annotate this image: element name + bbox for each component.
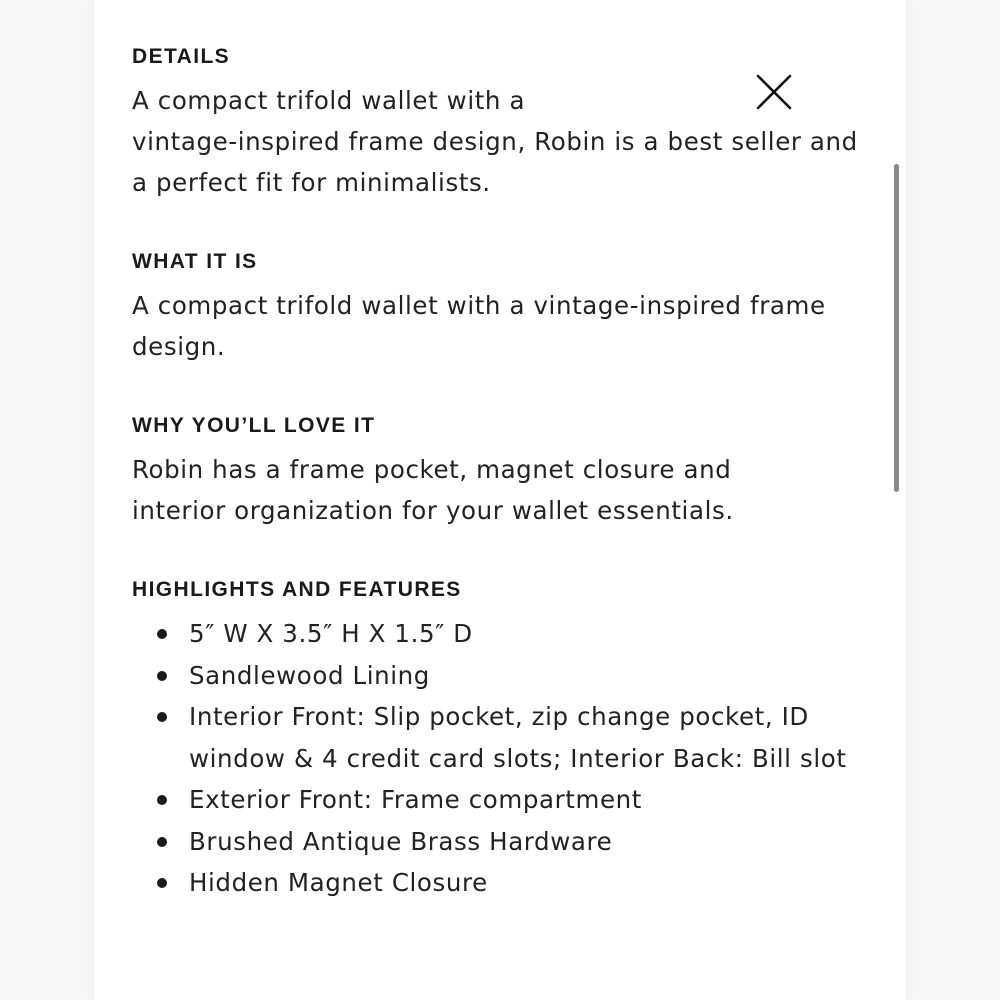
list-item: Interior Front: Slip pocket, zip change pocket, ID window & 4 credit card slots; Interior Back: Bill slot xyxy=(132,696,872,779)
bullet-dot xyxy=(157,629,167,639)
features-list xyxy=(132,613,872,904)
details-content xyxy=(132,42,872,948)
section-text xyxy=(132,80,872,203)
section-heading: DETAILS xyxy=(132,45,231,68)
bullet-dot xyxy=(157,878,167,888)
list-item: 5″ W X 3.5″ H X 1.5″ D xyxy=(132,613,872,655)
section-heading: HIGHLIGHTS AND FEATURES xyxy=(132,578,462,601)
bullet-dot xyxy=(157,671,167,681)
bullet-dot xyxy=(157,795,167,805)
section-text: Robin has a frame pocket, magnet closure and interior organization for your wallet essentials. xyxy=(132,455,734,525)
section-why-love xyxy=(132,411,872,531)
section-details xyxy=(132,42,872,203)
section-heading: WHAT IT IS xyxy=(132,250,258,273)
details-line-1: A compact trifold wallet with a xyxy=(132,86,526,115)
scrollbar-thumb[interactable] xyxy=(894,164,899,492)
details-line-rest: vintage-inspired frame design, Robin is a best seller and a perfect fit for minimalists. xyxy=(132,127,858,197)
list-item: Exterior Front: Frame compartment xyxy=(132,779,872,821)
section-what-it-is xyxy=(132,247,872,367)
list-item: Brushed Antique Brass Hardware xyxy=(132,821,872,863)
bullet-dot xyxy=(157,712,167,722)
product-details-panel xyxy=(94,0,906,1000)
bullet-dot xyxy=(157,837,167,847)
section-heading: WHY YOU’LL LOVE IT xyxy=(132,414,376,437)
section-highlights xyxy=(132,575,872,904)
list-item: Hidden Magnet Closure xyxy=(132,862,872,904)
list-item: Sandlewood Lining xyxy=(132,655,872,697)
section-text: A compact trifold wallet with a vintage-inspired frame design. xyxy=(132,291,826,361)
